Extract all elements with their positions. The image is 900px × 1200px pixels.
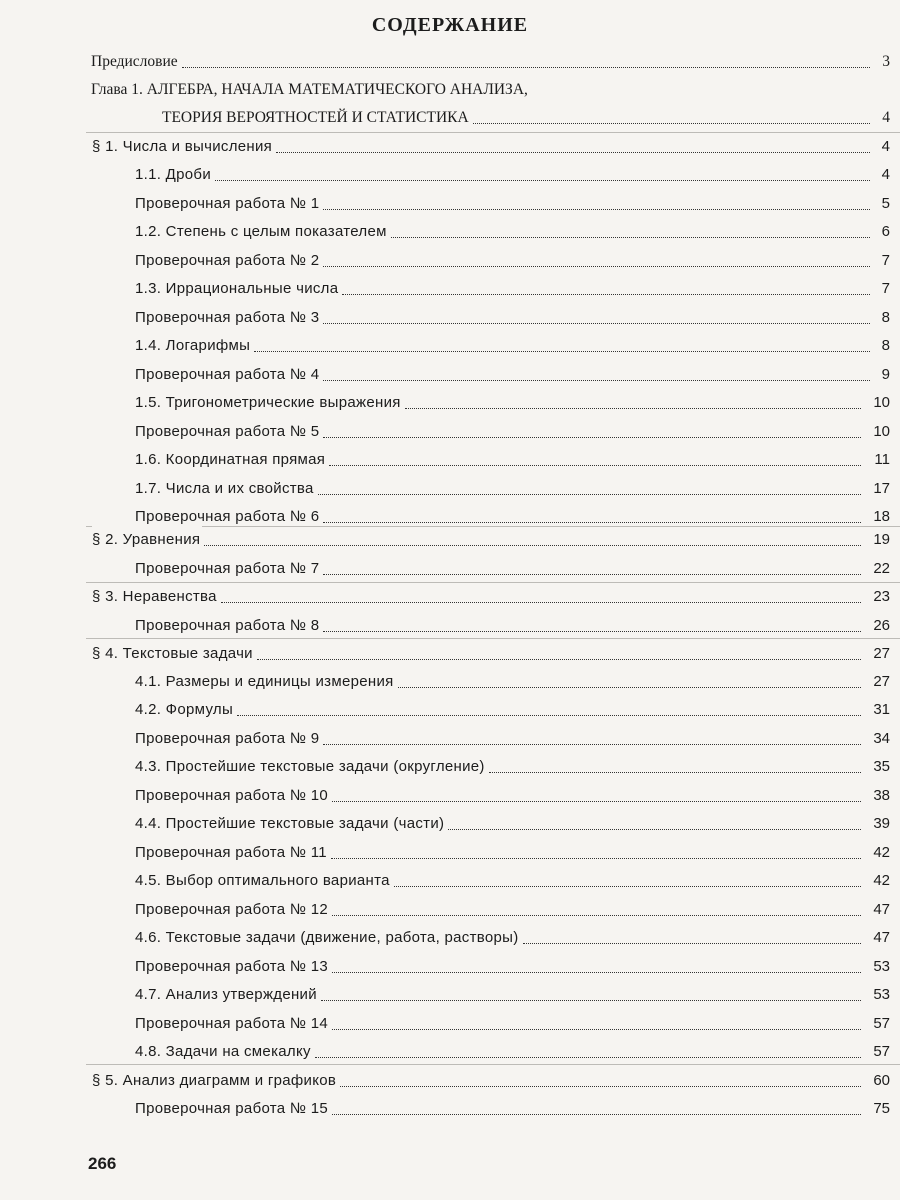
toc-entry-page: 27 (873, 645, 890, 662)
toc-entry[interactable] (0, 640, 900, 668)
toc-entry[interactable] (0, 1010, 900, 1038)
toc-entry[interactable] (0, 418, 900, 446)
leader-dots (323, 437, 861, 438)
divider (86, 1064, 900, 1065)
leader-dots (318, 494, 861, 495)
toc-entry[interactable] (0, 190, 900, 218)
leader-dots (315, 1057, 861, 1058)
toc-entry-page: 19 (873, 531, 890, 548)
toc-entry-label: 4.3. Простейшие текстовые задачи (округление) (135, 753, 487, 781)
leader-dots (448, 829, 861, 830)
leader-dots (473, 123, 870, 124)
toc-entry-label: Проверочная работа № 15 (135, 1095, 330, 1123)
toc-entry-page: 47 (873, 929, 890, 946)
toc-entry[interactable] (0, 361, 900, 389)
leader-dots (221, 602, 861, 603)
toc-entry[interactable] (0, 896, 900, 924)
leader-dots (331, 858, 861, 859)
toc-entry-page: 53 (873, 986, 890, 1003)
toc-entry-label: § 1. Числа и вычисления (92, 133, 274, 161)
leader-dots (321, 1000, 861, 1001)
leader-dots (340, 1086, 861, 1087)
toc-entry[interactable] (0, 275, 900, 303)
toc-entry[interactable] (0, 133, 900, 161)
leader-dots (276, 152, 870, 153)
leader-dots (323, 323, 870, 324)
leader-dots (394, 886, 861, 887)
toc-entry-label: 1.2. Степень с целым показателем (135, 218, 389, 246)
toc-entry-page: 10 (873, 394, 890, 411)
toc-entry-page: 47 (873, 901, 890, 918)
toc-entry-page: 17 (873, 480, 890, 497)
toc-entry[interactable] (0, 1038, 900, 1066)
toc-entry-page: 34 (873, 730, 890, 747)
page-number: 266 (88, 1154, 117, 1173)
toc-entry-label: Проверочная работа № 14 (135, 1010, 330, 1038)
toc-entry-page: 10 (873, 423, 890, 440)
toc-entry-label: Проверочная работа № 2 (135, 247, 321, 275)
toc-entry[interactable] (0, 810, 900, 838)
toc-entry-page: 4 (882, 109, 890, 126)
toc-chapter-heading[interactable] (0, 76, 900, 104)
toc-entry-label: 4.4. Простейшие текстовые задачи (части) (135, 810, 446, 838)
leader-dots (323, 266, 870, 267)
leader-dots (323, 631, 861, 632)
leader-dots (523, 943, 861, 944)
toc-entry-page: 11 (874, 451, 890, 468)
toc-entry[interactable] (0, 839, 900, 867)
toc-entry-page: 60 (873, 1072, 890, 1089)
leader-dots (323, 744, 861, 745)
toc-entry-page: 4 (881, 166, 890, 183)
toc-entry[interactable] (0, 782, 900, 810)
toc-entry[interactable] (0, 867, 900, 895)
toc-entry[interactable] (0, 526, 900, 554)
toc-entry-page: 5 (881, 195, 890, 212)
leader-dots (391, 237, 870, 238)
toc-entry-label: Проверочная работа № 13 (135, 953, 330, 981)
leader-dots (332, 1114, 861, 1115)
toc-entry-label: Глава 1. АЛГЕБРА, НАЧАЛА МАТЕМАТИЧЕСКОГО АНАЛИЗА, (91, 76, 530, 104)
toc-entry[interactable] (0, 612, 900, 640)
toc-entry-label: Проверочная работа № 11 (135, 839, 329, 867)
toc-entry-page: 35 (873, 758, 890, 775)
toc-entry-label: 1.4. Логарифмы (135, 332, 252, 360)
toc-entry-page: 23 (873, 588, 890, 605)
toc-entry-label: Проверочная работа № 6 (135, 503, 321, 531)
leader-dots (329, 465, 861, 466)
toc-entry-page: 18 (873, 508, 890, 525)
toc-entry[interactable] (0, 981, 900, 1009)
toc-entry[interactable] (0, 332, 900, 360)
toc-entry-label: Проверочная работа № 1 (135, 190, 321, 218)
toc-entry-label: Предисловие (91, 48, 180, 76)
toc-entry-page: 75 (873, 1100, 890, 1117)
toc-entry[interactable] (0, 389, 900, 417)
toc-entry-label: 4.2. Формулы (135, 696, 235, 724)
toc-entry-label: 1.7. Числа и их свойства (135, 475, 316, 503)
toc-entry[interactable] (0, 48, 900, 76)
toc-entry[interactable] (0, 1067, 900, 1095)
leader-dots (323, 380, 870, 381)
toc-entry-label: 1.5. Тригонометрические выражения (135, 389, 403, 417)
toc-entry-label: 4.5. Выбор оптимального варианта (135, 867, 392, 895)
toc-entry-label: 4.1. Размеры и единицы измерения (135, 668, 396, 696)
leader-dots (237, 715, 861, 716)
toc-entry-page: 31 (873, 701, 890, 718)
toc-entry[interactable] (0, 161, 900, 189)
toc-entry[interactable] (0, 446, 900, 474)
toc-entry-label: 4.7. Анализ утверждений (135, 981, 319, 1009)
toc-entry-page: 7 (881, 252, 890, 269)
toc-entry-label: Проверочная работа № 12 (135, 896, 330, 924)
toc-entry[interactable] (0, 924, 900, 952)
toc-entry-label: § 4. Текстовые задачи (92, 640, 255, 668)
toc-entry-page: 3 (882, 53, 890, 70)
toc-entry-page: 42 (873, 844, 890, 861)
toc-entry[interactable] (0, 218, 900, 246)
toc-entry-page: 7 (881, 280, 890, 297)
leader-dots (332, 801, 861, 802)
toc-entry[interactable] (0, 304, 900, 332)
toc-entry[interactable] (0, 668, 900, 696)
leader-dots (257, 659, 861, 660)
toc-entry-label: 1.3. Иррациональные числа (135, 275, 340, 303)
toc-entry[interactable] (0, 555, 900, 583)
toc-entry-page: 57 (873, 1043, 890, 1060)
toc-entry-page: 42 (873, 872, 890, 889)
leader-dots (489, 772, 861, 773)
toc-entry-page: 26 (873, 617, 890, 634)
toc-entry[interactable] (0, 1095, 900, 1123)
leader-dots (398, 687, 861, 688)
leader-dots (332, 915, 861, 916)
toc-entry-label: Проверочная работа № 10 (135, 782, 330, 810)
toc-entry[interactable] (0, 104, 900, 132)
toc-entry-label: § 3. Неравенства (92, 583, 219, 611)
toc-entry-page: 27 (873, 673, 890, 690)
toc-entry-label: 4.6. Текстовые задачи (движение, работа, растворы) (135, 924, 521, 952)
toc-entry-label: 4.8. Задачи на смекалку (135, 1038, 313, 1066)
toc-entry-page: 8 (881, 337, 890, 354)
toc-entry-label: § 5. Анализ диаграмм и графиков (92, 1067, 338, 1095)
toc-entry-label: ТЕОРИЯ ВЕРОЯТНОСТЕЙ И СТАТИСТИКА (162, 104, 471, 132)
divider (86, 638, 900, 639)
toc-entry-page: 9 (881, 366, 890, 383)
leader-dots (323, 574, 861, 575)
toc-entry-label: Проверочная работа № 5 (135, 418, 321, 446)
toc-entry-label: Проверочная работа № 3 (135, 304, 321, 332)
toc-entry-page: 39 (873, 815, 890, 832)
toc-entry[interactable] (0, 696, 900, 724)
toc-entry-page: 53 (873, 958, 890, 975)
toc-entry-label: 1.6. Координатная прямая (135, 446, 327, 474)
leader-dots (342, 294, 870, 295)
toc-entry-page: 8 (881, 309, 890, 326)
leader-dots (332, 972, 861, 973)
leader-dots (182, 67, 870, 68)
toc-entry[interactable] (0, 475, 900, 503)
toc-entry-page: 22 (873, 560, 890, 577)
leader-dots (204, 545, 861, 546)
page-title: СОДЕРЖАНИЕ (371, 14, 529, 36)
toc-entry-label: § 2. Уравнения (92, 526, 202, 554)
leader-dots (254, 351, 870, 352)
leader-dots (323, 522, 861, 523)
leader-dots (332, 1029, 861, 1030)
toc-entry-label: Проверочная работа № 8 (135, 612, 321, 640)
toc-entry-label: Проверочная работа № 4 (135, 361, 321, 389)
toc-entry-label: 1.1. Дроби (135, 161, 213, 189)
leader-dots (215, 180, 870, 181)
toc-entry-page: 6 (881, 223, 890, 240)
toc-entry[interactable] (0, 953, 900, 981)
toc-entry[interactable] (0, 725, 900, 753)
leader-dots (323, 209, 870, 210)
toc-entry[interactable] (0, 753, 900, 781)
toc-entry-label: Проверочная работа № 9 (135, 725, 321, 753)
toc-entry-page: 57 (873, 1015, 890, 1032)
toc-entry[interactable] (0, 583, 900, 611)
leader-dots (405, 408, 861, 409)
toc-entry[interactable] (0, 247, 900, 275)
toc-entry-page: 4 (881, 138, 890, 155)
toc-entry-page: 38 (873, 787, 890, 804)
toc-entry-label: Проверочная работа № 7 (135, 555, 321, 583)
